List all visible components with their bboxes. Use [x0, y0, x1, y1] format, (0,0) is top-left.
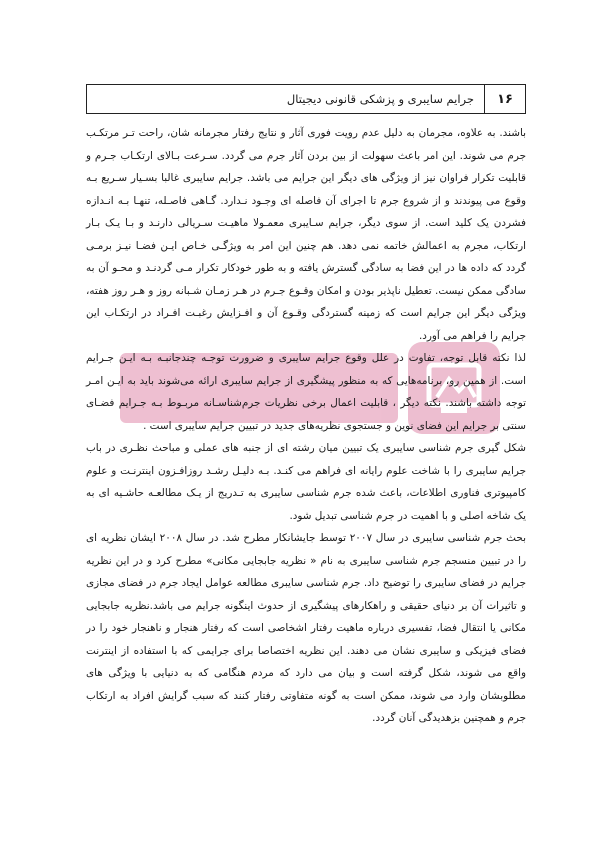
paragraph-3: شکل گیری جرم شناسی سایبری یک تبیین میان رشته ای از جنبه های عملی و مباحث نظـری در باب جرایم سایبری را با شاخت علوم رایانه ای فراهم می کنـد. بـه دلیـل رشـد روزافـزون اینترنـت و علوم کامپیوتری فناوری اطلاعات، باعث شده جرم شناسی سایبری به تـدریج از یـک مطالعـه حاشـیه ای به یک شاخه اصلی و با اهمیت در جرم شناسی تبدیل شود. [86, 442, 526, 522]
paragraph-2: لذا نکته قابل توجه، تفاوت در علل وقوع جرایم سایبری و ضرورت توجـه چندجانبـه بـه ایـن جـرایم است. از همین رو، برنامه‌هایی که به منظور پیشگیری از جرایم سایبری ارائه می‌شوند باید به ایـن امـر توجه داشته باشند. نکته دیگر ، قابلیت اعمال برخی نظریات جرم‌شناسـانه مربـوط بـه جـرایم فضـای سنتی بر جرایم این فضای نوین و جستجوی نظریه‌های جدید در تبیین جرایم سایبری است . [86, 352, 526, 432]
paragraph-4: بحث جرم شناسی سایبری در سال ۲۰۰۷ توسط جایشانکار مطرح شد. در سال ۲۰۰۸ ایشان نظریه ای را در تبیین منسجم جرم شناسی سایبری به نام « نظریه جابجایی مکانی» مطرح کرد و در این نظریه جرایم در فضای سایبری را توضیح داد. جرم شناسی سایبری مطالعه عوامل ایجاد جرم در فضای مجازی و تاثیرات آن بر دنیای حقیقی و راهکارهای پیشگیری از حدوث اینگونه جرایم می باشد.نظریه جابجایی مکانی یا انتقال فضا، تفسیری درباره ماهیت رفتار اشخاصی است که رفتار هنجار و ناهنجار خود را در فضای فیزیکی و سایبری نشان می دهند. این نظریه اختصاصا برای جرایمی که با استفاده از اینترنت واقع می شوند، شکل گرفته است و بیان می دارد که مردم هنگامی که به دنیایی با ویژگی های مطلوبشان وارد می شوند، ممکن است به گونه متفاوتی رفتار کنند که سبب گرایش افراد به ارتکاب جرم و همچنین بزهدیدگی آنان گردد. [86, 532, 526, 724]
running-header [86, 84, 526, 114]
paragraph-1: باشند. به علاوه، مجرمان به دلیل عدم رویت فوری آثار و نتایج رفتار مجرمانه شان، راحت تـر مرتکـب جرم می شوند. این امر باعث سهولت از بین بردن آثار جرم می گردد. سـرعت بـالای ارتکـاب جـرم و قابلیت تکرار فراوان نیز از ویژگی های دیگر این جرایم می باشد. جرایم سایبری غالبا بسـیار سـریع بـه وقوع می پیوندند و از شروع جرم تا اجرای آن فاصله ای وجـود نـدارد. گـاهی فاصـله، تنهـا بـه انـدازه فشردن یک کلید است. از سوی دیگر، جرایم سـایبری معمـولا ماهیـت سـریالی دارنـد و بـا یـک بـار ارتکاب، مجرم به اعمالش خاتمه نمی دهد. هم چنین این امر به ویژگـی خـاص ایـن فضـا نیـز برمـی گردد که داده ها در این فضا به سادگی گسترش یافته و به طور خودکار تکرار مـی گردنـد و محـو آن به سادگی ممکن نیست. تعطیل ناپذیر بودن و امکان وقـوع جـرم در هـر زمـان شـبانه روز و هـر روز هفته، ویژگی دیگر این جرایم است که زمینه گستردگی وقـوع آن و افـزایش رغبـت افـراد در ارتکـاب این جرایم را فراهم می آورد. [86, 127, 526, 342]
running-title: جرایم سایبری و پزشکی قانونی دیجیتال [286, 92, 474, 106]
page-body [86, 122, 526, 730]
page-number: ۱۶ [484, 85, 525, 113]
